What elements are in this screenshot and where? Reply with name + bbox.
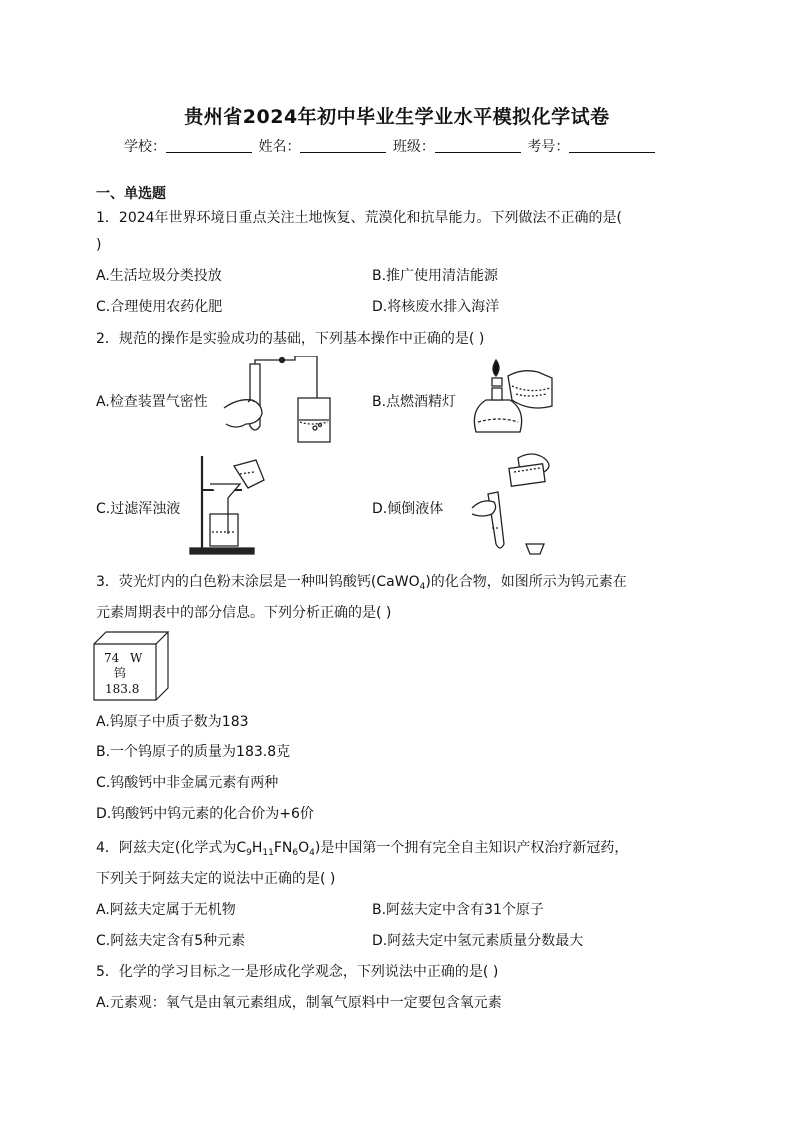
name-label: 姓名： xyxy=(258,139,301,155)
q1-option-b[interactable]: B.推广使用清洁能源 xyxy=(372,268,499,284)
q3-option-b[interactable]: B.一个钨原子的质量为183.8克 xyxy=(96,744,291,760)
q1-stem-end: ) xyxy=(96,237,102,253)
q2-option-b[interactable]: B.点燃酒精灯 xyxy=(372,394,457,410)
q5-stem: 5．化学的学习目标之一是形成化学观念，下列说法中正确的是( ) xyxy=(96,964,499,980)
q4-stem: 4．阿兹夫定(化学式为$C_9H_{11}FN_6O_4$)是中国第一个拥有完全自主知识产权治疗新冠药， xyxy=(96,840,629,858)
q4-option-a[interactable]: A.阿兹夫定属于无机物 xyxy=(96,902,236,918)
student-info-row xyxy=(124,136,657,156)
atomic-mass: 183.8 xyxy=(105,682,140,696)
element-name: 钨 xyxy=(114,666,127,680)
class-label: 班级： xyxy=(392,139,435,155)
q2-option-a[interactable]: A.检查装置气密性 xyxy=(96,394,208,410)
q4-option-d[interactable]: D.阿兹夫定中氢元素质量分数最大 xyxy=(372,933,584,949)
airtightness-check-illustration xyxy=(222,356,342,446)
exam-number-blank[interactable] xyxy=(569,138,655,153)
school-blank[interactable] xyxy=(166,138,252,153)
q1-option-d[interactable]: D.将核废水排入海洋 xyxy=(372,299,500,315)
atomic-number: 74 xyxy=(104,651,120,665)
q1-option-c[interactable]: C.合理使用农药化肥 xyxy=(96,299,223,315)
q3-stem-line2: 元素周期表中的部分信息。下列分析正确的是( ) xyxy=(96,605,392,621)
periodic-table-tungsten-cell xyxy=(92,630,174,702)
filtration-illustration xyxy=(188,452,268,556)
name-blank[interactable] xyxy=(300,138,386,153)
section-heading: 一、单选题 xyxy=(96,186,166,202)
lighting-alcohol-lamp-illustration xyxy=(468,356,560,446)
q3-stem: 3．荧光灯内的白色粉末涂层是一种叫钨酸钙(CaWO$_4$)的化合物，如图所示为钨元素在 xyxy=(96,574,627,592)
q4-stem-line2: 下列关于阿兹夫定的说法中正确的是( ) xyxy=(96,871,336,887)
q1-stem: 1．2024年世界环境日重点关注土地恢复、荒漠化和抗旱能力。下列做法不正确的是( xyxy=(96,210,622,226)
q3-option-a[interactable]: A.钨原子中质子数为183 xyxy=(96,714,249,730)
element-symbol: W xyxy=(130,651,143,665)
exam-number-label: 考号： xyxy=(527,139,570,155)
q4-option-c[interactable]: C.阿兹夫定含有5种元素 xyxy=(96,933,246,949)
q3-option-c[interactable]: C.钨酸钙中非金属元素有两种 xyxy=(96,775,279,791)
q3-option-d[interactable]: D.钨酸钙中钨元素的化合价为+6价 xyxy=(96,806,314,822)
q2-stem: 2．规范的操作是实验成功的基础，下列基本操作中正确的是( ) xyxy=(96,331,485,347)
q2-option-c[interactable]: C.过滤浑浊液 xyxy=(96,501,181,517)
class-blank[interactable] xyxy=(435,138,521,153)
q2-option-d[interactable]: D.倾倒液体 xyxy=(372,501,444,517)
pouring-liquid-illustration xyxy=(470,448,560,556)
page-title: 贵州省2024年初中毕业生学业水平模拟化学试卷 xyxy=(184,106,610,128)
q1-option-a[interactable]: A.生活垃圾分类投放 xyxy=(96,268,222,284)
q4-option-b[interactable]: B.阿兹夫定中含有31个原子 xyxy=(372,902,544,918)
q5-option-a[interactable]: A.元素观：氧气是由氧元素组成，制氧气原料中一定要包含氧元素 xyxy=(96,995,502,1011)
school-label: 学校： xyxy=(124,139,166,155)
